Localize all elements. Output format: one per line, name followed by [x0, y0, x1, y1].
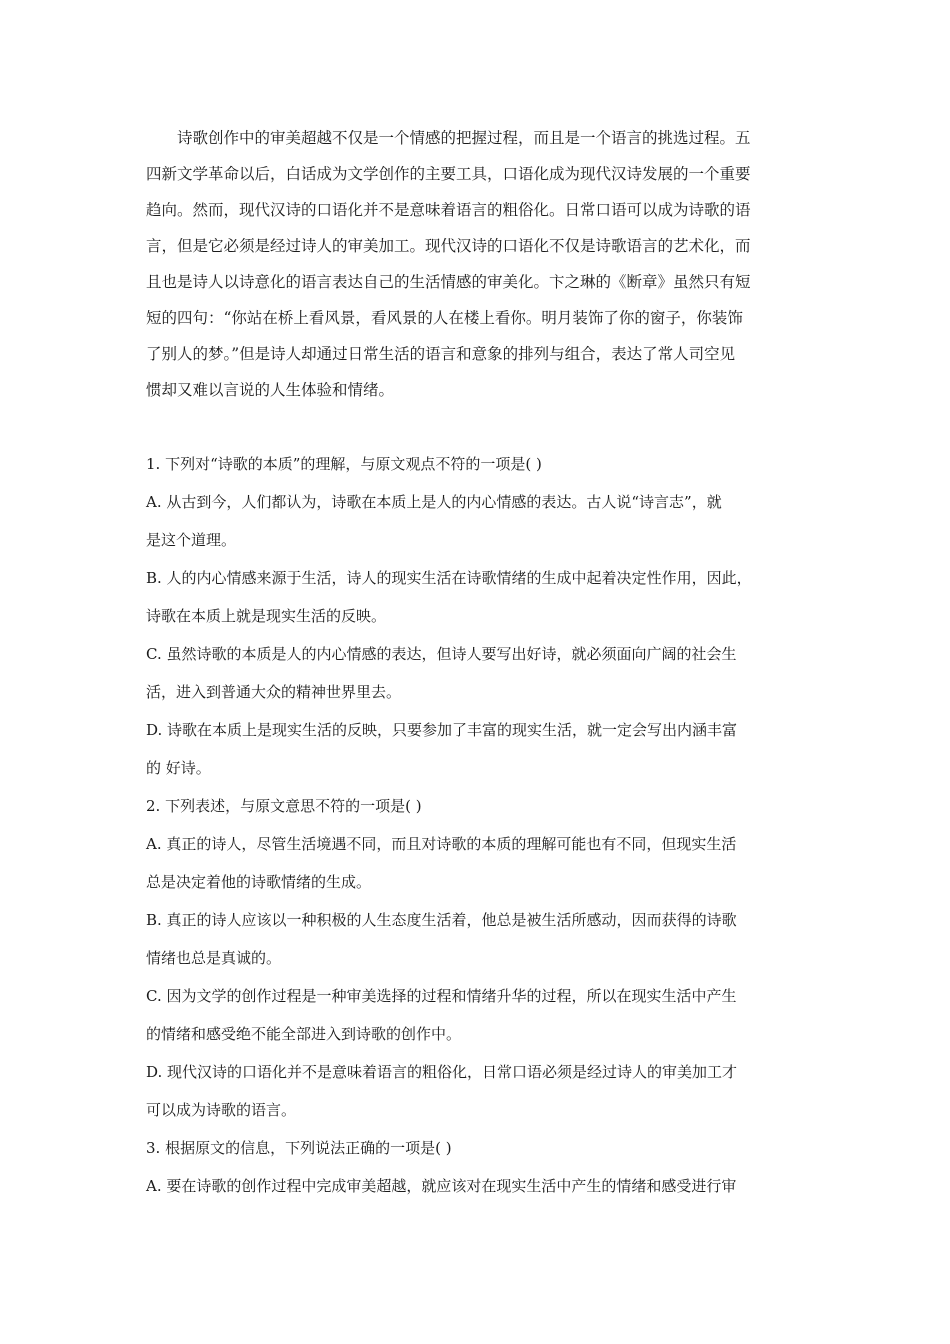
question-1-option-a-cont: 是这个道理。 — [146, 531, 237, 549]
question-2-option-d-cont: 可以成为诗歌的语言。 — [146, 1101, 297, 1119]
passage-line: 短的四句：“你站在桥上看风景，看风景的人在楼上看你。明月装饰了你的窗子，你装饰 — [146, 309, 743, 327]
question-2-option-c: C. 因为文学的创作过程是一种审美选择的过程和情绪升华的过程，所以在现实生活中产生 — [146, 987, 737, 1005]
passage-line: 诗歌创作中的审美超越不仅是一个情感的把握过程，而且是一个语言的挑选过程。五 — [177, 129, 751, 147]
question-1-option-c: C. 虽然诗歌的本质是人的内心情感的表达，但诗人要写出好诗，就必须面向广阔的社会生 — [146, 645, 737, 663]
question-1-option-a: A. 从古到今，人们都认为，诗歌在本质上是人的内心情感的表达。古人说“诗言志”，就 — [146, 493, 722, 511]
question-2-option-b-cont: 情绪也总是真诚的。 — [146, 949, 282, 967]
question-1-option-b-cont: 诗歌在本质上就是现实生活的反映。 — [146, 607, 387, 625]
passage-line: 趋向。然而，现代汉诗的口语化并不是意味着语言的粗俗化。日常口语可以成为诗歌的语 — [146, 201, 751, 219]
question-2-stem: 2. 下列表述，与原文意思不符的一项是( ) — [146, 797, 422, 815]
question-1-option-d: D. 诗歌在本质上是现实生活的反映，只要参加了丰富的现实生活，就一定会写出内涵丰富 — [146, 721, 738, 739]
question-1-option-c-cont: 活，进入到普通大众的精神世界里去。 — [146, 683, 402, 701]
question-3-option-a: A. 要在诗歌的创作过程中完成审美超越，就应该对在现实生活中产生的情绪和感受进行审 — [146, 1177, 737, 1195]
passage-line: 且也是诗人以诗意化的语言表达自己的生活情感的审美化。卞之琳的《断章》虽然只有短 — [146, 273, 751, 291]
question-2-option-b: B. 真正的诗人应该以一种积极的人生态度生活着，他总是被生活所感动，因而获得的诗歌 — [146, 911, 737, 929]
passage-paragraph — [146, 120, 811, 408]
questions-section — [146, 445, 811, 1205]
passage-line: 了别人的梦。”但是诗人却通过日常生活的语言和意象的排列与组合，表达了常人司空见 — [146, 345, 736, 363]
question-2-option-c-cont: 的情绪和感受绝不能全部进入到诗歌的创作中。 — [146, 1025, 462, 1043]
question-2-option-a-cont: 总是决定着他的诗歌情绪的生成。 — [146, 873, 372, 891]
question-1-stem: 1. 下列对“诗歌的本质”的理解，与原文观点不符的一项是( ) — [146, 455, 542, 473]
question-1-option-b: B. 人的内心情感来源于生活，诗人的现实生活在诗歌情绪的生成中起着决定性作用，因此， — [146, 569, 752, 587]
question-3-stem: 3. 根据原文的信息，下列说法正确的一项是( ) — [146, 1139, 452, 1157]
question-2-option-a: A. 真正的诗人，尽管生活境遇不同，而且对诗歌的本质的理解可能也有不同，但现实生活 — [146, 835, 737, 853]
passage-line: 四新文学革命以后，白话成为文学创作的主要工具，口语化成为现代汉诗发展的一个重要 — [146, 165, 751, 183]
passage-line: 言，但是它必须是经过诗人的审美加工。现代汉诗的口语化不仅是诗歌语言的艺术化，而 — [146, 237, 751, 255]
passage-line: 惯却又难以言说的人生体验和情绪。 — [146, 381, 395, 399]
question-2-option-d: D. 现代汉诗的口语化并不是意味着语言的粗俗化，日常口语必须是经过诗人的审美加工才 — [146, 1063, 738, 1081]
question-1-option-d-cont: 的 好诗。 — [146, 759, 211, 777]
